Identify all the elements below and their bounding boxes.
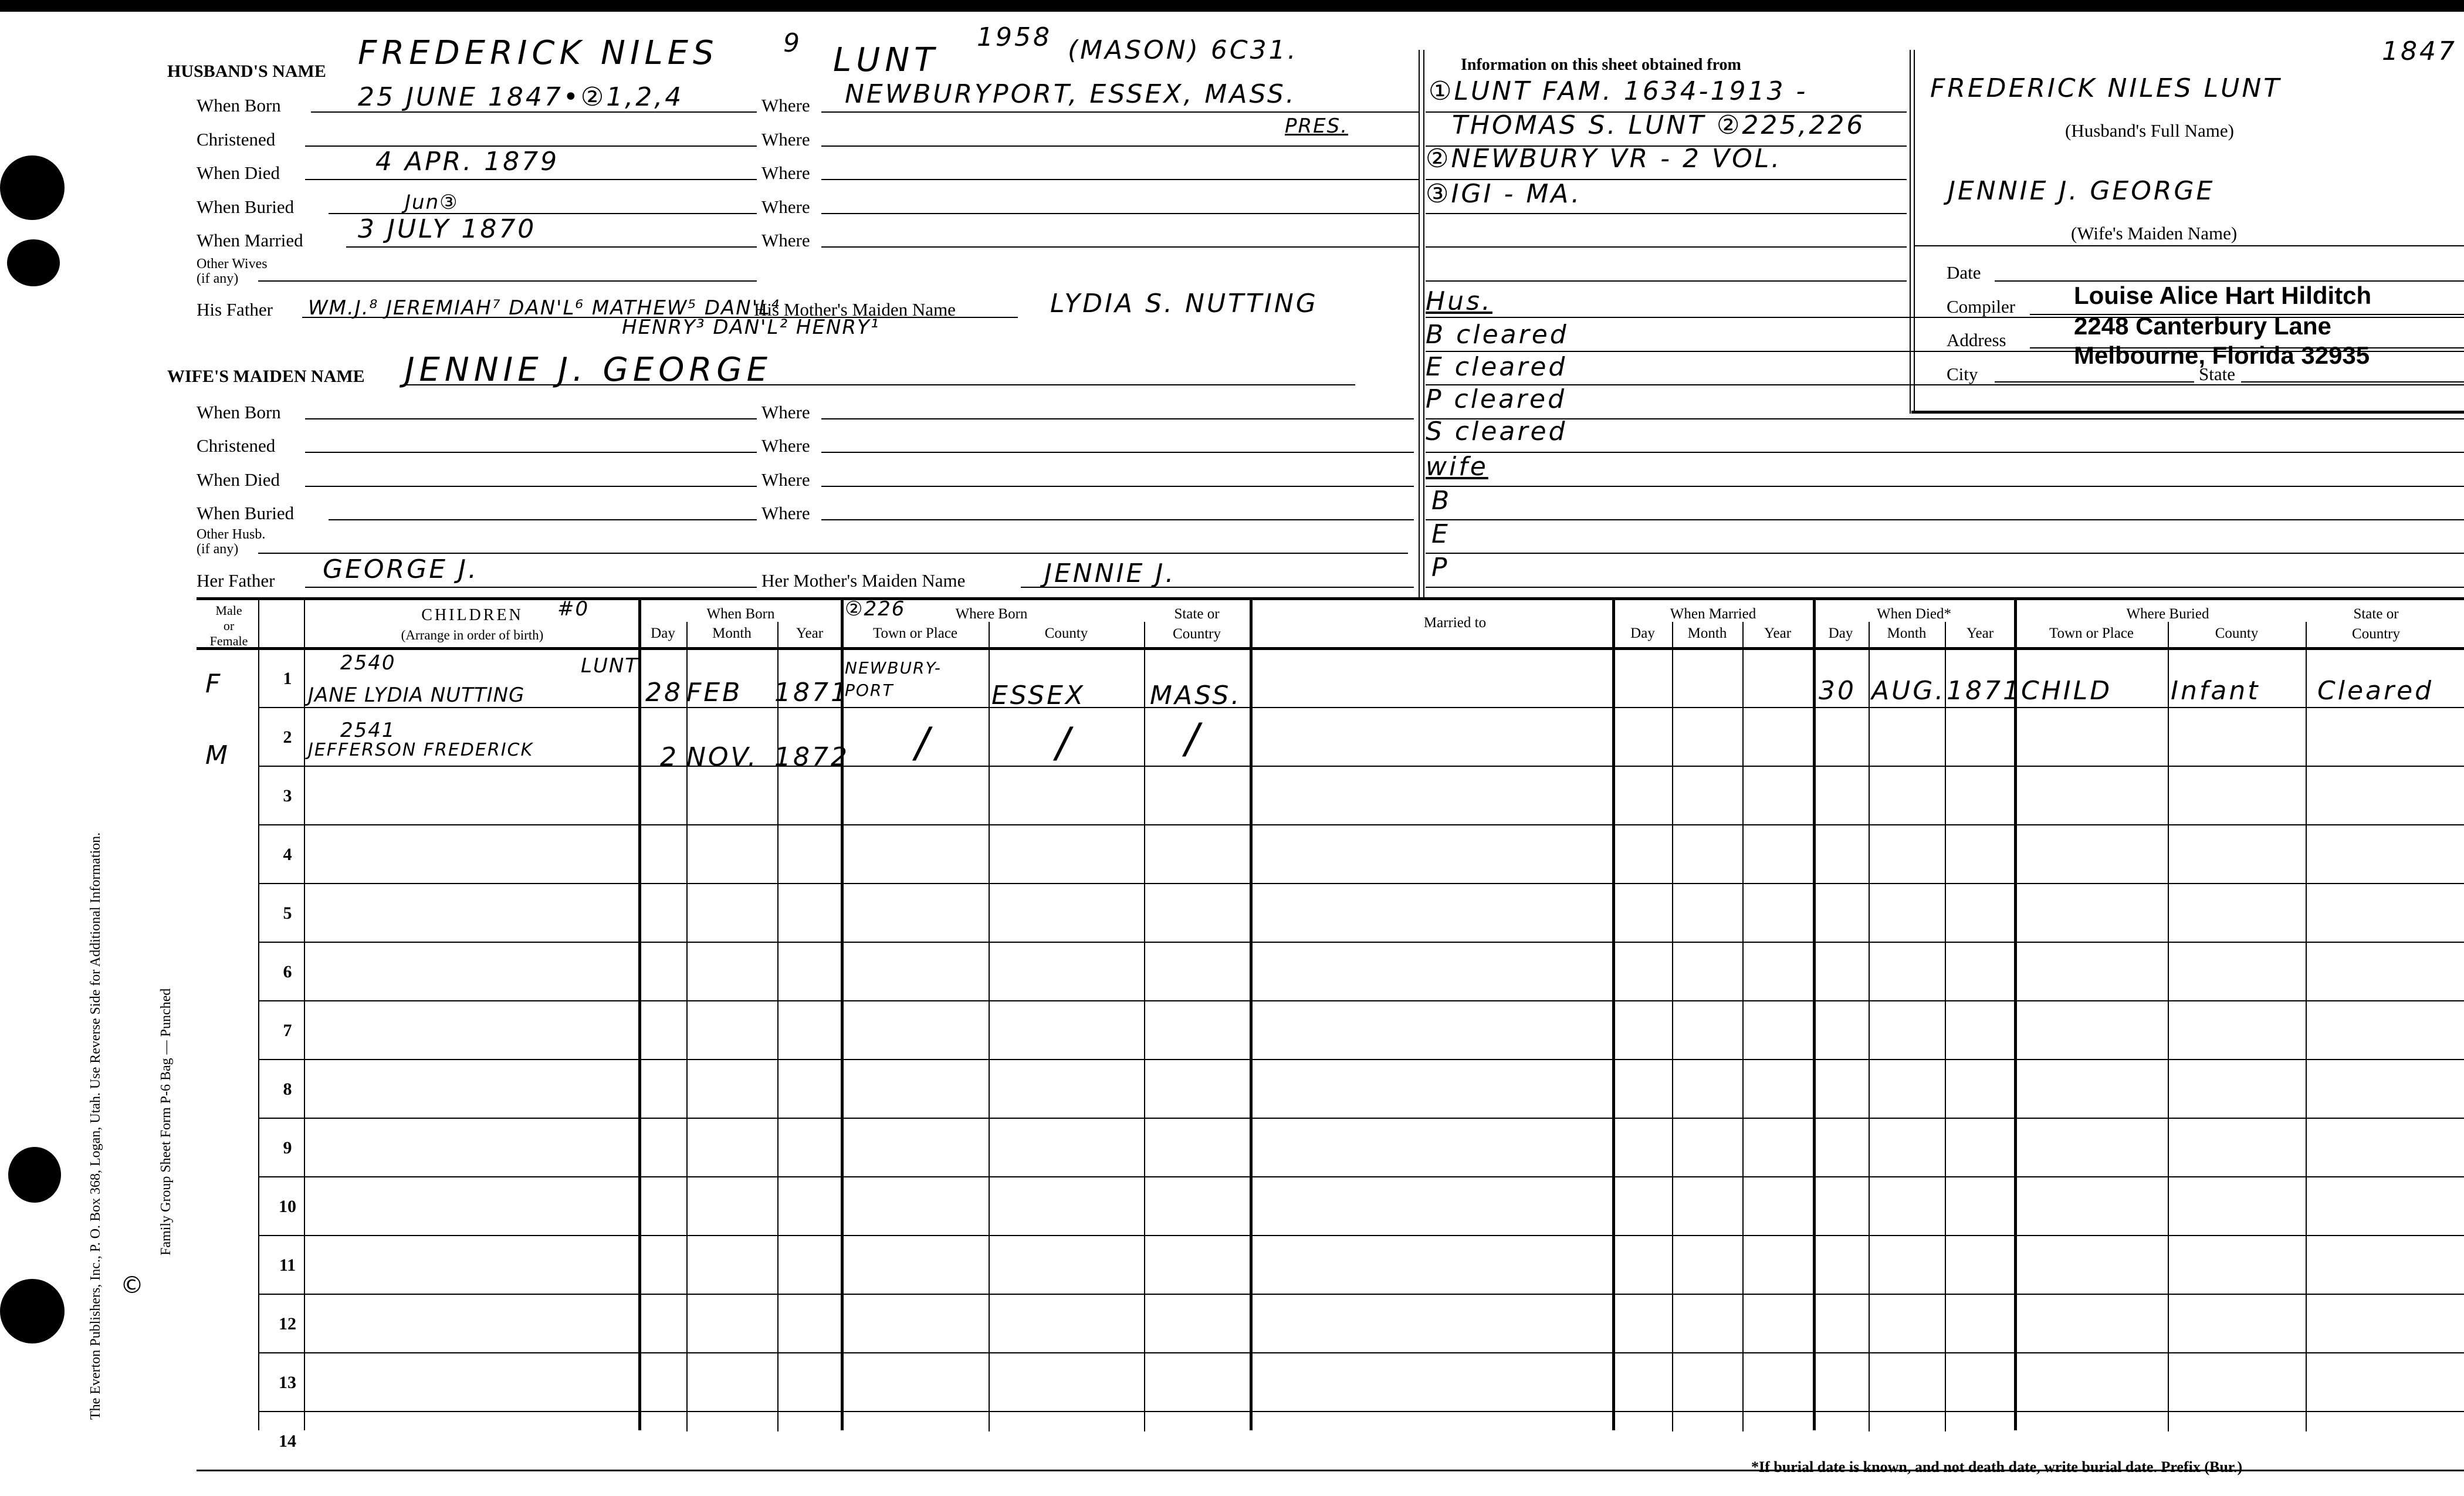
other-wives-label: Other Wives	[197, 256, 268, 272]
married-to-header: Married to	[1423, 615, 1487, 631]
when-died-header: When Died*	[1876, 606, 1952, 622]
children-header: CHILDREN	[421, 606, 523, 624]
table-row-number: 4	[283, 845, 292, 864]
child-2-born-month: NOV.	[686, 742, 759, 772]
check-husband: Hus.	[1426, 286, 1492, 316]
child-2-born-year: 1872	[774, 742, 849, 772]
table-row-line	[258, 1059, 2464, 1060]
summary-year: 1847	[2382, 36, 2457, 66]
compiler-label: Compiler	[1947, 296, 2016, 317]
punch-hole-1	[0, 155, 65, 220]
where-born-note: ②226	[845, 597, 906, 621]
husband-christened-where-label: Where	[761, 129, 810, 150]
table-row-number: 8	[283, 1079, 292, 1099]
top-scan-border	[0, 0, 2464, 12]
born-town-header: Town or Place	[872, 625, 958, 641]
check-wife: wife	[1426, 452, 1488, 482]
husband-born-label: When Born	[197, 95, 281, 116]
punch-hole-3	[8, 1147, 61, 1203]
check-hus-b: B cleared	[1426, 320, 1569, 350]
table-row-line	[258, 942, 2464, 943]
child-2-name: JEFFERSON FREDERICK	[308, 740, 534, 760]
source-3: ②NEWBURY VR - 2 VOL.	[1426, 144, 1782, 174]
child-1-born-month: FEB	[686, 678, 743, 708]
wife-died-where-label: Where	[761, 469, 810, 490]
husband-married-label: When Married	[197, 230, 303, 251]
other-husb-label: Other Husb.	[197, 527, 266, 542]
child-1-died-year: 1871	[1947, 676, 2022, 706]
child-1-born-town: NEWBURY-PORT	[845, 658, 942, 700]
husband-mother-name: LYDIA S. NUTTING	[1050, 289, 1318, 319]
table-row-number: 7	[283, 1021, 292, 1040]
table-row-line	[258, 824, 2464, 825]
check-hus-e: E cleared	[1426, 352, 1568, 382]
husband-born-place-note: PRES.	[1285, 114, 1348, 138]
her-father-label: Her Father	[197, 570, 275, 591]
wife-born-label: When Born	[197, 402, 281, 422]
child-1-died-day: 30	[1819, 676, 1856, 706]
child-2-born-day: 2	[660, 742, 679, 772]
punch-hole-2	[7, 239, 60, 286]
state-label: State	[2199, 364, 2235, 384]
source-4: ③IGI - MA.	[1426, 179, 1582, 209]
born-day-header: Day	[651, 625, 675, 641]
table-row-number: 13	[279, 1373, 296, 1392]
buried-town-header: Town or Place	[2049, 625, 2134, 641]
child-1-name: JANE LYDIA NUTTING	[308, 683, 525, 707]
husband-died-date: 4 APR. 1879	[375, 147, 560, 177]
married-day-header: Day	[1630, 625, 1655, 641]
table-column-line	[304, 597, 305, 1430]
table-column-line	[1672, 622, 1673, 1431]
husband-given-names: FREDERICK NILES	[358, 34, 719, 72]
table-column-line	[1250, 597, 1253, 1430]
table-column-line	[1742, 622, 1744, 1431]
table-column-line	[2306, 622, 2307, 1431]
check-hus-s: S cleared	[1426, 417, 1568, 446]
compiler-address-1: 2248 Canterbury Lane	[2074, 312, 2331, 340]
source-1: ①LUNT FAM. 1634-1913 -	[1429, 76, 1808, 106]
died-month-header: Month	[1887, 625, 1927, 641]
summary-wife-name: JENNIE J. GEORGE	[1948, 176, 2215, 206]
table-column-line	[2168, 622, 2169, 1431]
date-label: Date	[1947, 262, 1981, 283]
children-header-note: #0	[557, 597, 590, 621]
his-mother-label: His Mother's Maiden Name	[754, 299, 956, 320]
born-year-header: Year	[796, 625, 824, 641]
address-label: Address	[1947, 330, 2006, 350]
husband-married-date: 3 JULY 1870	[358, 214, 537, 244]
husband-born-where-label: Where	[761, 95, 810, 116]
born-state-header: State or Country	[1173, 606, 1221, 642]
table-row-line	[258, 883, 2464, 884]
table-row-line	[258, 1176, 2464, 1177]
table-column-line	[841, 597, 844, 1430]
copyright-mark: ©	[120, 1272, 144, 1299]
table-row-number: 12	[279, 1314, 296, 1333]
child-1-buried-town: CHILD	[2021, 676, 2113, 706]
table-row-number: 5	[283, 903, 292, 923]
child-2-number: 2541	[340, 719, 396, 742]
when-married-header: When Married	[1670, 606, 1756, 622]
born-county-header: County	[1044, 625, 1088, 641]
buried-state-header: State or Country	[2352, 606, 2400, 642]
check-wife-b: B	[1431, 486, 1452, 516]
table-column-line	[1813, 597, 1816, 1430]
child-1-born-county: ESSEX	[991, 681, 1086, 710]
check-wife-e: E	[1431, 519, 1450, 549]
where-buried-header: Where Buried	[2126, 606, 2209, 622]
wife-buried-label: When Buried	[197, 503, 295, 523]
husband-buried-note: Jun③	[405, 191, 459, 214]
table-row-number: 1	[283, 669, 292, 688]
children-subheader: (Arrange in order of birth)	[401, 628, 544, 642]
died-year-header: Year	[1966, 625, 1994, 641]
table-column-line	[1144, 622, 1145, 1431]
compiler-address-2: Melbourne, Florida 32935	[2074, 341, 2370, 369]
born-month-header: Month	[712, 625, 752, 641]
child-2-born-state: /	[1185, 715, 1204, 763]
husband-number: 1958	[977, 22, 1052, 52]
table-column-line	[2014, 597, 2017, 1430]
child-2-sex: M	[205, 740, 230, 770]
husband-died-label: When Died	[197, 163, 280, 183]
table-row-line	[258, 766, 2464, 767]
wife-father-name: GEORGE J.	[323, 554, 479, 584]
husband-christened-label: Christened	[197, 129, 276, 150]
other-husb-ifany: (if any)	[197, 541, 239, 557]
city-label: City	[1947, 364, 1978, 384]
husband-buried-label: When Buried	[197, 197, 295, 217]
child-1-number: 2540	[340, 651, 396, 675]
his-father-label: His Father	[197, 299, 273, 320]
child-2-born-county: /	[1056, 719, 1075, 767]
check-wife-p: P	[1431, 553, 1450, 583]
wife-name: JENNIE J. GEORGE	[405, 351, 773, 389]
check-hus-p: P cleared	[1426, 384, 1567, 414]
child-1-buried-county: Infant	[2171, 676, 2260, 706]
table-row-number: 6	[283, 962, 292, 981]
table-column-line	[638, 597, 641, 1430]
married-year-header: Year	[1764, 625, 1792, 641]
table-row-number: 10	[279, 1197, 296, 1216]
wife-buried-where-label: Where	[761, 503, 810, 523]
table-row-number: 2	[283, 727, 292, 747]
child-1-buried-state: Cleared	[2317, 676, 2434, 706]
info-obtained-label: Information on this sheet obtained from	[1461, 56, 1741, 74]
child-1-born-year: 1871	[774, 678, 849, 708]
table-column-line	[1612, 597, 1615, 1430]
publisher-side-text: The Everton Publishers, Inc., P. O. Box 368, Logan, Utah. Use Reverse Side for Additional Information.	[88, 832, 103, 1420]
child-1-born-state: MASS.	[1150, 681, 1242, 710]
table-row-line	[258, 1000, 2464, 1001]
husband-note: (MASON) 6C31.	[1068, 35, 1298, 65]
married-month-header: Month	[1687, 625, 1727, 641]
wifes-maiden-name-caption: (Wife's Maiden Name)	[2071, 223, 2238, 243]
husband-born-date: 25 JUNE 1847•②1,2,4	[358, 82, 684, 112]
table-row-line	[258, 1411, 2464, 1412]
husbands-full-name-label: (Husband's Full Name)	[2065, 120, 2234, 141]
wifes-maiden-name-label: WIFE'S MAIDEN NAME	[167, 367, 365, 386]
table-row-line	[258, 707, 2464, 708]
sex-header: Male or Female	[209, 603, 248, 648]
husband-born-place: NEWBURYPORT, ESSEX, MASS.	[845, 79, 1297, 109]
died-day-header: Day	[1828, 625, 1853, 641]
burial-footnote: *If burial date is known, and not death date, write burial date. Prefix (Bur.)	[1751, 1458, 2243, 1475]
table-row-number: 11	[279, 1255, 296, 1275]
wife-born-where-label: Where	[761, 402, 810, 422]
table-column-line	[989, 622, 990, 1431]
compiler-name: Louise Alice Hart Hilditch	[2074, 282, 2372, 309]
table-row-line	[258, 1352, 2464, 1353]
husband-died-where-label: Where	[761, 163, 810, 183]
table-row-line	[258, 1118, 2464, 1119]
table-column-line	[258, 597, 259, 1430]
husbands-name-label: HUSBAND'S NAME	[167, 62, 326, 81]
table-row-line	[258, 1294, 2464, 1295]
wife-died-label: When Died	[197, 469, 280, 490]
table-column-line	[1869, 622, 1870, 1431]
husband-generation: 9	[783, 28, 802, 58]
husband-father-name: WM.J.⁸ JEREMIAH⁷ DAN'L⁶ MATHEW⁵ DAN'L⁴	[308, 296, 780, 320]
child-1-died-month: AUG.	[1871, 676, 1946, 706]
table-row-line	[258, 1235, 2464, 1236]
wife-christened-where-label: Where	[761, 435, 810, 456]
form-side-text: Family Group Sheet Form P-6 Bag — Punched	[158, 988, 174, 1255]
husband-surname: LUNT	[833, 41, 939, 79]
table-row-number: 14	[279, 1431, 296, 1451]
husband-buried-where-label: Where	[761, 197, 810, 217]
wife-christened-label: Christened	[197, 435, 276, 456]
wife-mother-name: JENNIE J.	[1044, 559, 1176, 588]
source-2: THOMAS S. LUNT ②225,226	[1452, 110, 1866, 140]
child-1-born-day: 28	[645, 678, 683, 708]
husband-married-where-label: Where	[761, 230, 810, 251]
table-row-number: 3	[283, 786, 292, 805]
buried-county-header: County	[2215, 625, 2259, 641]
husband-father-lineage: HENRY³ DAN'L² HENRY¹	[622, 316, 880, 339]
summary-husband-name: FREDERICK NILES LUNT	[1930, 73, 2282, 103]
child-1-sex: F	[205, 669, 223, 699]
table-row-number: 9	[283, 1138, 292, 1157]
punch-hole-4	[0, 1279, 65, 1343]
when-born-header: When Born	[706, 606, 775, 622]
where-born-header: Where Born	[955, 606, 1028, 622]
other-wives-ifany: (if any)	[197, 271, 239, 286]
child-1-surname: LUNT	[581, 654, 639, 678]
table-column-line	[1945, 622, 1946, 1431]
child-2-born-town: /	[915, 719, 934, 767]
her-mother-label: Her Mother's Maiden Name	[761, 570, 966, 591]
